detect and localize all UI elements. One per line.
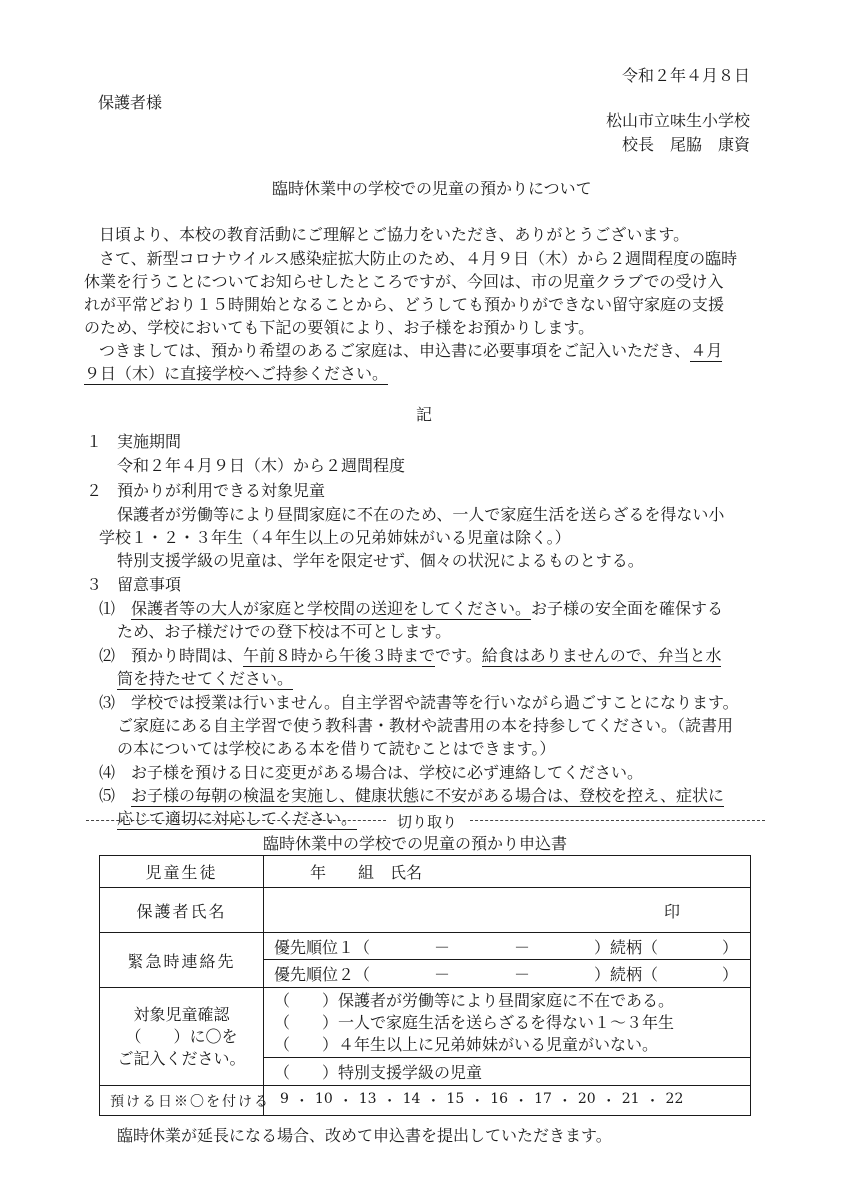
- check-label-line: （ ）に〇を: [125, 1026, 238, 1046]
- day-separator: ・: [338, 1093, 353, 1110]
- note-line: [131, 786, 724, 806]
- day-option[interactable]: 21: [621, 1090, 640, 1107]
- note-underlined: 午前８時から午後３時まで: [243, 646, 436, 665]
- seal-mark: 印: [663, 901, 680, 921]
- form-footnote: 臨時休業が延長になる場合、改めて申込書を提出していただきます。: [117, 1126, 612, 1145]
- body-paragraph-3-line: [84, 364, 388, 384]
- form-row-emergency-1: [100, 933, 751, 960]
- section-text: 学校１・２・３年生（４年生以上の兄弟姉妹がいる児童は除く。）: [99, 528, 571, 547]
- check-option-2[interactable]: （ ）一人で家庭生活を送らざるを得ない１～３年生: [274, 1012, 675, 1032]
- cut-line-right: [470, 820, 765, 821]
- cut-label: 切り取り: [397, 813, 458, 831]
- day-separator: ・: [645, 1093, 660, 1110]
- day-option[interactable]: 17: [534, 1090, 552, 1107]
- day-option[interactable]: 9: [280, 1090, 289, 1107]
- body-paragraph-2-line: 休業を行うことについてお知らせしたところですが、今回は、市の児童クラブでの受け入: [84, 272, 724, 291]
- day-option[interactable]: 14: [402, 1090, 421, 1107]
- check-options: [264, 988, 751, 1058]
- emergency-label: 緊急時連絡先: [100, 933, 264, 988]
- note-line: [117, 809, 357, 829]
- check-label-line: 対象児童確認: [133, 1004, 230, 1024]
- note-line: の本については学校にある本を借りて読むことはできます。）: [117, 739, 556, 758]
- note-line: お子様を預ける日に変更がある場合は、学校に必ず連絡してください。: [131, 763, 644, 782]
- check-option-3[interactable]: （ ）４年生以上に兄弟姉妹がいる児童がいない。: [274, 1034, 659, 1054]
- section-number: １: [86, 432, 103, 451]
- day-separator: ・: [294, 1093, 309, 1110]
- day-separator: ・: [426, 1093, 441, 1110]
- note-text: 預かり時間は、: [131, 646, 244, 665]
- note-line: [131, 599, 723, 619]
- section-title: 留意事項: [117, 575, 182, 594]
- day-option[interactable]: 16: [490, 1090, 509, 1107]
- note-line: ご家庭にある自主学習で使う教科書・教材や読書用の本を持参してください。（読書用: [117, 716, 734, 735]
- note-underlined: 筒を持たせてください。: [117, 669, 294, 688]
- note-underlined: 応じて適切に対応してください。: [117, 809, 358, 828]
- student-field[interactable]: [264, 856, 751, 888]
- form-row-check: [100, 988, 751, 1058]
- form-row-guardian: [100, 888, 751, 933]
- document-title: 臨時休業中の学校での児童の預かりについて: [272, 179, 592, 198]
- note-mark: ⑶: [99, 693, 116, 712]
- body-paragraph-1: 日頃より、本校の教育活動にご理解とご協力をいただき、ありがとうございます。: [99, 225, 690, 244]
- submit-date-underlined: ４月: [690, 341, 723, 360]
- note-line: 学校では授業は行いません。自主学習や読書等を行いながら過ごすことになります。: [131, 693, 739, 712]
- submit-date-underlined: ９日（木）に直接学校へご持参ください。: [84, 364, 389, 383]
- days-label: 預ける日※〇を付ける: [100, 1086, 264, 1116]
- day-separator: ・: [601, 1093, 616, 1110]
- sender-school: 松山市立味生小学校: [605, 111, 750, 130]
- application-form: [99, 855, 751, 1116]
- day-separator: ・: [514, 1093, 529, 1110]
- priority-2-text: 優先順位２（ － － ）続柄（ ）: [274, 965, 739, 984]
- days-field: [264, 1086, 751, 1116]
- section-number: ３: [86, 575, 103, 594]
- student-label: 児童生徒: [100, 856, 264, 888]
- day-separator: ・: [557, 1093, 572, 1110]
- section-text: 保護者が労働等により昼間家庭に不在のため、一人で家庭生活を送らざるを得ない小: [117, 505, 725, 524]
- body-paragraph-2-line: さて、新型コロナウイルス感染症拡大防止のため、４月９日（木）から２週間程度の臨時: [99, 249, 738, 268]
- section-title: 実施期間: [117, 432, 182, 451]
- body-paragraph-2-line: のため、学校においても下記の要領により、お子様をお預かりします。: [84, 318, 595, 337]
- priority-1-field[interactable]: [264, 933, 751, 960]
- document-date: 令和２年４月８日: [621, 66, 750, 85]
- cut-line-left: [86, 820, 386, 821]
- form-row-student: [100, 856, 751, 888]
- note-underlined: 保護者等の大人が家庭と学校間の送迎をしてください。: [131, 599, 532, 618]
- day-separator: ・: [470, 1093, 485, 1110]
- ki-heading: 記: [416, 405, 433, 424]
- form-row-days: [100, 1086, 751, 1116]
- guardian-field[interactable]: [264, 888, 751, 933]
- student-field-text: 年 組 氏名: [310, 863, 423, 882]
- note-underlined: 給食はありませんので、弁当と水: [481, 646, 722, 665]
- days-list: [274, 1091, 740, 1111]
- body-paragraph-3-text: つきましては、預かり希望のあるご家庭は、申込書に必要事項をご記入いただき、: [99, 341, 691, 360]
- day-option[interactable]: 20: [577, 1090, 596, 1107]
- day-option[interactable]: 15: [446, 1090, 465, 1107]
- recipient: 保護者様: [98, 93, 163, 112]
- section-text: 特別支援学級の児童は、学年を限定せず、個々の状況によるものとする。: [117, 551, 644, 570]
- note-line: [117, 669, 293, 689]
- guardian-label: 保護者氏名: [100, 888, 264, 933]
- sender-principal: 校長 尾脇 康資: [621, 135, 750, 154]
- note-underlined: お子様の毎朝の検温を実施し、健康状態に不安がある場合は、登校を控え、症状に: [131, 786, 724, 805]
- note-mark: ⑸: [99, 786, 116, 805]
- body-paragraph-2-line: れが平常どおり１５時開始となることから、どうしても預かりができない留守家庭の支援: [84, 295, 725, 314]
- note-line: ため、お子様だけでの登下校は不可とします。: [117, 622, 452, 641]
- check-option-4[interactable]: （ ）特別支援学級の児童: [264, 1058, 751, 1086]
- body-paragraph-3-line: [99, 341, 722, 361]
- check-label-line: ご記入ください。: [117, 1048, 246, 1068]
- day-option[interactable]: 13: [358, 1090, 377, 1107]
- check-option-1[interactable]: （ ）保護者が労働等により昼間家庭に不在である。: [274, 990, 675, 1010]
- note-mark: ⑷: [99, 763, 116, 782]
- priority-1-text: 優先順位１（ － － ）続柄（ ）: [274, 937, 739, 957]
- check-label: [100, 988, 264, 1086]
- section-number: ２: [86, 481, 103, 500]
- section-text: 令和２年４月９日（木）から２週間程度: [117, 456, 406, 475]
- note-text: お子様の安全面を確保する: [531, 599, 724, 618]
- note-mark: ⑵: [99, 646, 116, 665]
- note-mark: ⑴: [99, 599, 116, 618]
- priority-2-field[interactable]: [264, 960, 751, 988]
- note-text: です。: [435, 646, 482, 665]
- section-title: 預かりが利用できる対象児童: [117, 481, 326, 500]
- day-option[interactable]: 10: [314, 1090, 333, 1107]
- day-separator: ・: [382, 1093, 397, 1110]
- form-title: 臨時休業中の学校での児童の預かり申込書: [263, 834, 568, 853]
- note-line: [131, 646, 721, 666]
- day-option[interactable]: 22: [665, 1090, 684, 1107]
